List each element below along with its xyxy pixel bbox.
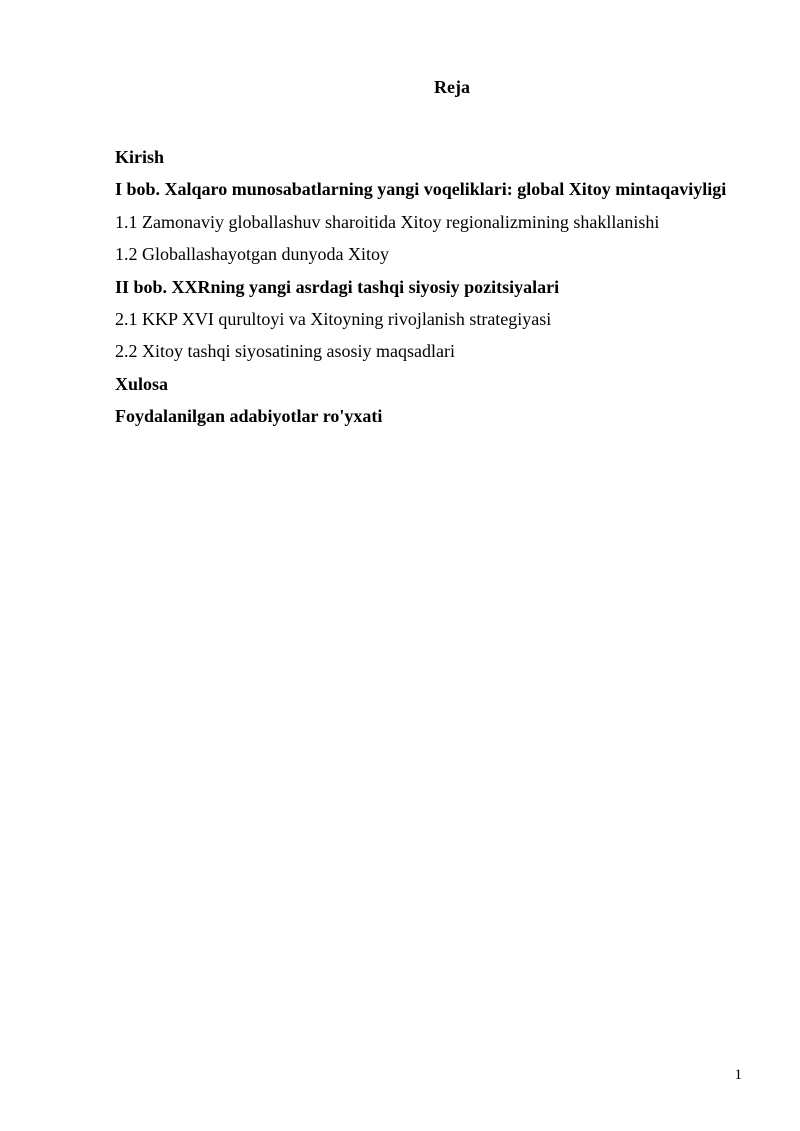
toc-item-introduction: Kirish [115, 147, 165, 167]
toc-item-section-2-1: 2.1 KKP XVI qurultoyi va Xitoyning rivojlanish strategiyasi [115, 309, 552, 330]
page-number: 1 [734, 1067, 742, 1083]
table-of-contents [115, 141, 742, 433]
toc-item-conclusion: Xulosa [115, 373, 169, 394]
toc-item-chapter-1: I bob. Xalqaro munosabatlarning yangi voqeliklari: global Xitoy mintaqaviyligi [115, 179, 727, 200]
page-title: Reja [434, 77, 470, 97]
toc-item-chapter-2: II bob. XXRning yangi asrdagi tashqi siyosiy pozitsiyalari [115, 276, 560, 297]
toc-item-section-2-2: 2.2 Xitoy tashqi siyosatining asosiy maqsadlari [115, 341, 455, 362]
toc-item-section-1-1: 1.1 Zamonaviy globallashuv sharoitida Xitoy regionalizmining shakllanishi [115, 211, 660, 232]
toc-item-references: Foydalanilgan adabiyotlar ro'yxati [115, 406, 383, 427]
toc-item-section-1-2: 1.2 Globallashayotgan dunyoda Xitoy [115, 244, 389, 265]
